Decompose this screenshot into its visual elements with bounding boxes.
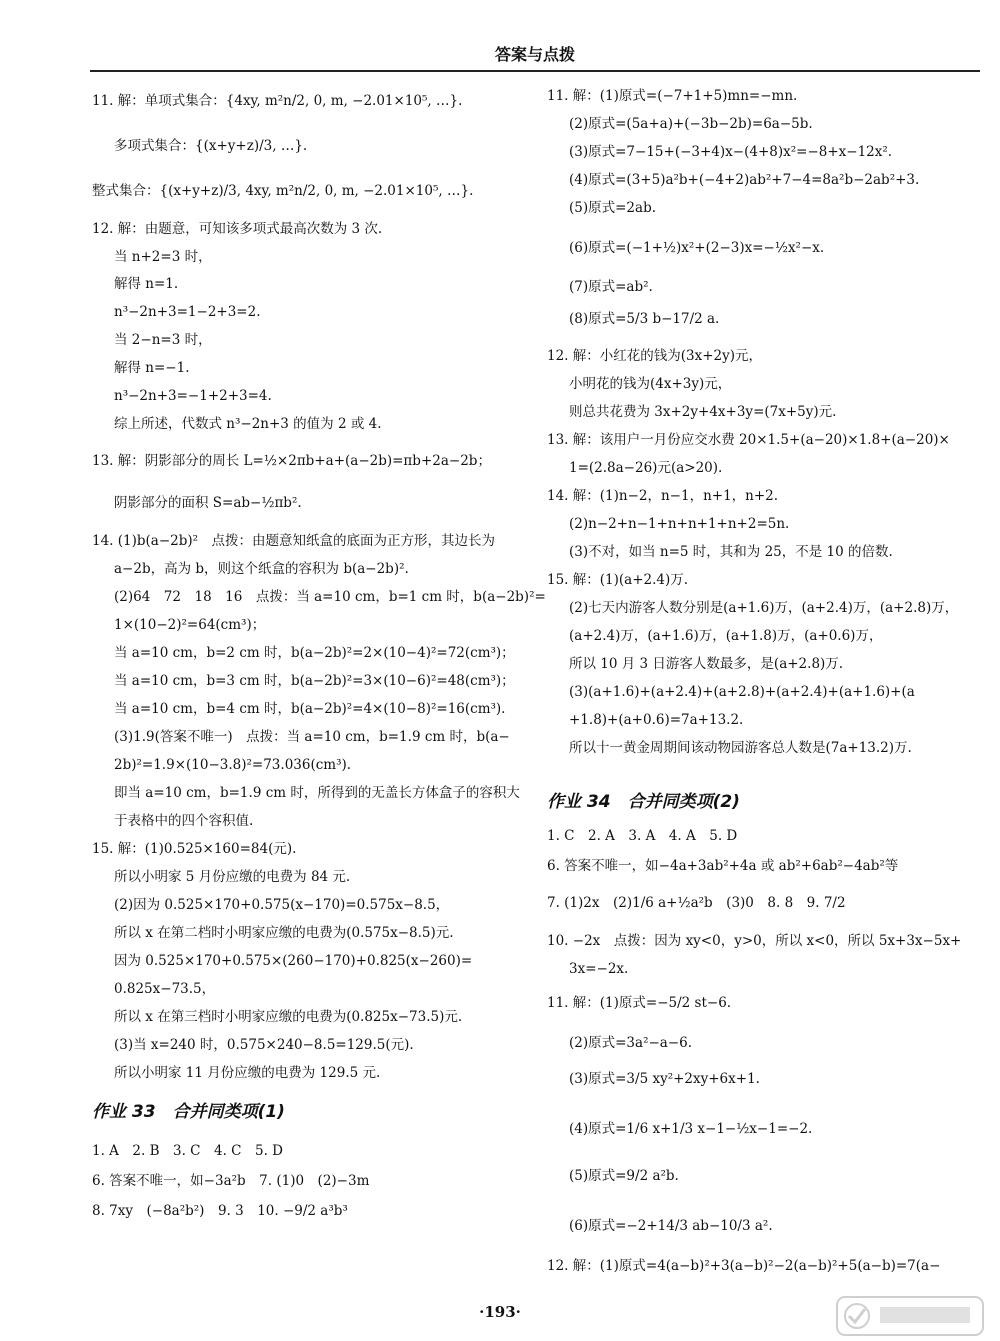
answer-line: 1. C 2. A 3. A 4. A 5. D [547, 828, 738, 844]
answer-line: (3)1.9(答案不唯一) 点拨：当 a=10 cm，b=1.9 cm 时，b(a− [114, 729, 510, 745]
answer-line: 所以小明家 5 月份应缴的电费为 84 元. [114, 869, 351, 885]
answer-line: 10. −2x 点拨：因为 xy<0，y>0，所以 x<0，所以 5x+3x−5x+ [547, 933, 962, 949]
answer-line: (2)原式=3a²−a−6. [569, 1035, 693, 1051]
answer-line: (3)当 x=240 时，0.575×240−8.5=129.5(元). [114, 1037, 414, 1053]
answer-line: 1×(10−2)²=64(cm³)； [114, 617, 266, 633]
answer-line: 当 a=10 cm，b=4 cm 时，b(a−2b)²=4×(10−8)²=16(cm³). [114, 701, 506, 717]
answer-line: 12. 解：小红花的钱为(3x+2y)元， [547, 348, 763, 364]
header-title: 答案与点拨 [494, 45, 575, 64]
answer-line: (3)原式=3/5 xy²+2xy+6x+1. [569, 1071, 760, 1087]
answer-line: 解得 n=1. [114, 276, 179, 292]
answer-line: 1=(2.8a−26)元(a>20). [569, 460, 723, 476]
answer-line: 则总共花费为 3x+2y+4x+3y=(7x+5y)元. [569, 404, 837, 420]
answer-line: 7. (1)2x (2)1/6 a+½a²b (3)0 8. 8 9. 7/2 [547, 895, 846, 911]
answer-line: (4)原式=1/6 x+1/3 x−1−½x−1=−2. [569, 1121, 813, 1137]
answer-line: (3)不对，如当 n=5 时，其和为 25，不是 10 的倍数. [569, 544, 893, 560]
answer-line: 15. 解：(1)(a+2.4)万. [547, 572, 689, 588]
answer-line: 综上所述，代数式 n³−2n+3 的值为 2 或 4. [114, 416, 382, 432]
answer-line: 14. 解：(1)n−2，n−1，n+1，n+2. [547, 488, 779, 504]
page-header [90, 40, 980, 72]
answer-line: n³−2n+3=−1+2+3=4. [114, 388, 272, 404]
answer-line: (7)原式=ab². [569, 279, 653, 295]
answer-line: 11. 解：(1)原式=−5/2 st−6. [547, 995, 732, 1011]
answer-line: (4)原式=(3+5)a²b+(−4+2)ab²+7−4=8a²b−2ab²+3. [569, 172, 920, 188]
answer-line: +1.8)+(a+0.6)=7a+13.2. [569, 712, 744, 728]
answer-line: 多项式集合：{(x+y+z)/3, …}. [114, 138, 308, 154]
answer-line: 14. (1)b(a−2b)² 点拨：由题意知纸盒的底面为正方形，其边长为 [92, 533, 496, 549]
answer-line: 3x=−2x. [569, 961, 629, 977]
page-number: ·193· [479, 1303, 521, 1321]
answer-line: a−2b，高为 b，则这个纸盒的容积为 b(a−2b)². [114, 561, 409, 577]
answer-line: (2)n−2+n−1+n+n+1+n+2=5n. [569, 516, 790, 532]
answer-line: 13. 解：阴影部分的周长 L=½×2πb+a+(a−2b)=πb+2a−2b； [92, 453, 491, 469]
answer-line: 所以 10 月 3 日游客人数最多，是(a+2.8)万. [569, 656, 844, 672]
answer-line: 因为 0.525×170+0.575×(260−170)+0.825(x−260)= [114, 953, 473, 969]
section-heading: 作业 34 合并同类项(2) [547, 792, 740, 812]
answer-line: 13. 解：该用户一月份应交水费 20×1.5+(a−20)×1.8+(a−20)× [547, 432, 950, 448]
answer-line: 15. 解：(1)0.525×160=84(元). [92, 841, 297, 857]
answer-line: (5)原式=9/2 a²b. [569, 1168, 679, 1184]
answer-line: (2)因为 0.525×170+0.575(x−170)=0.575x−8.5， [114, 897, 450, 913]
answer-line: (2)64 72 18 16 点拨：当 a=10 cm，b=1 cm 时，b(a−2b)²= [114, 589, 546, 605]
answer-line: 8. 7xy (−8a²b²) 9. 3 10. −9/2 a³b³ [92, 1203, 348, 1219]
answer-line: 1. A 2. B 3. C 4. C 5. D [92, 1143, 284, 1159]
answer-line: 小明花的钱为(4x+3y)元， [569, 376, 732, 392]
answer-line: 0.825x−73.5， [114, 981, 216, 997]
answer-line: 解得 n=−1. [114, 360, 190, 376]
watermark-graphic [835, 1295, 985, 1337]
answer-line: (8)原式=5/3 b−17/2 a. [569, 311, 720, 327]
answer-line: 当 n+2=3 时， [114, 249, 212, 265]
answer-line: (3)(a+1.6)+(a+2.4)+(a+2.8)+(a+2.4)+(a+1.6)+(a [569, 684, 915, 700]
answer-line: (2)七天内游客人数分别是(a+1.6)万，(a+2.4)万，(a+2.8)万， [569, 600, 959, 616]
answer-line: (6)原式=(−1+½)x²+(2−3)x=−½x²−x. [569, 240, 825, 256]
answer-line: 所以 x 在第三档时小明家应缴的电费为(0.825x−73.5)元. [114, 1009, 463, 1025]
answer-line: 所以小明家 11 月份应缴的电费为 129.5 元. [114, 1065, 381, 1081]
answer-line: 6. 答案不唯一，如−3a²b 7. (1)0 (2)−3m [92, 1173, 370, 1189]
answer-line: (2)原式=(5a+a)+(−3b−2b)=6a−5b. [569, 116, 813, 132]
answer-line: 12. 解：(1)原式=4(a−b)²+3(a−b)²−2(a−b)²+5(a−b)=7(a− [547, 1258, 941, 1274]
answer-line: 所以 x 在第二档时小明家应缴的电费为(0.575x−8.5)元. [114, 925, 454, 941]
answer-line: 6. 答案不唯一，如−4a+3ab²+4a 或 ab²+6ab²−4ab²等 [547, 858, 899, 874]
answer-line: 于表格中的四个容积值. [114, 813, 254, 829]
answer-line: 当 2−n=3 时， [114, 332, 212, 348]
answer-line: 整式集合：{(x+y+z)/3, 4xy, m²n/2, 0, m, −2.01×10⁵, …}. [92, 183, 474, 199]
answer-line: 所以十一黄金周期间该动物园游客总人数是(7a+13.2)万. [569, 740, 912, 756]
answer-line: (3)原式=7−15+(−3+4)x−(4+8)x²=−8+x−12x². [569, 144, 893, 160]
answer-line: 2b)²=1.9×(10−3.8)²=73.036(cm³). [114, 757, 352, 773]
answer-line: (6)原式=−2+14/3 ab−10/3 a². [569, 1218, 773, 1234]
answer-line: 即当 a=10 cm，b=1.9 cm 时，所得到的无盖长方体盒子的容积大 [114, 785, 520, 801]
answer-line: 当 a=10 cm，b=2 cm 时，b(a−2b)²=2×(10−4)²=72(cm³)； [114, 645, 515, 661]
answer-line: 11. 解：(1)原式=(−7+1+5)mn=−mn. [547, 88, 798, 104]
watermark-logo [835, 1295, 985, 1337]
answer-line: n³−2n+3=1−2+3=2. [114, 304, 261, 320]
answer-line: (a+2.4)万，(a+1.6)万，(a+1.8)万，(a+0.6)万， [569, 628, 883, 644]
section-heading: 作业 33 合并同类项(1) [92, 1102, 285, 1122]
answer-line: 11. 解：单项式集合：{4xy, m²n/2, 0, m, −2.01×10⁵, …}. [92, 93, 463, 109]
answer-line: 当 a=10 cm，b=3 cm 时，b(a−2b)²=3×(10−6)²=48(cm³)； [114, 673, 515, 689]
answer-line: (5)原式=2ab. [569, 200, 657, 216]
answer-line: 12. 解：由题意，可知该多项式最高次数为 3 次. [92, 221, 383, 237]
answer-line: 阴影部分的面积 S=ab−½πb². [114, 495, 302, 511]
